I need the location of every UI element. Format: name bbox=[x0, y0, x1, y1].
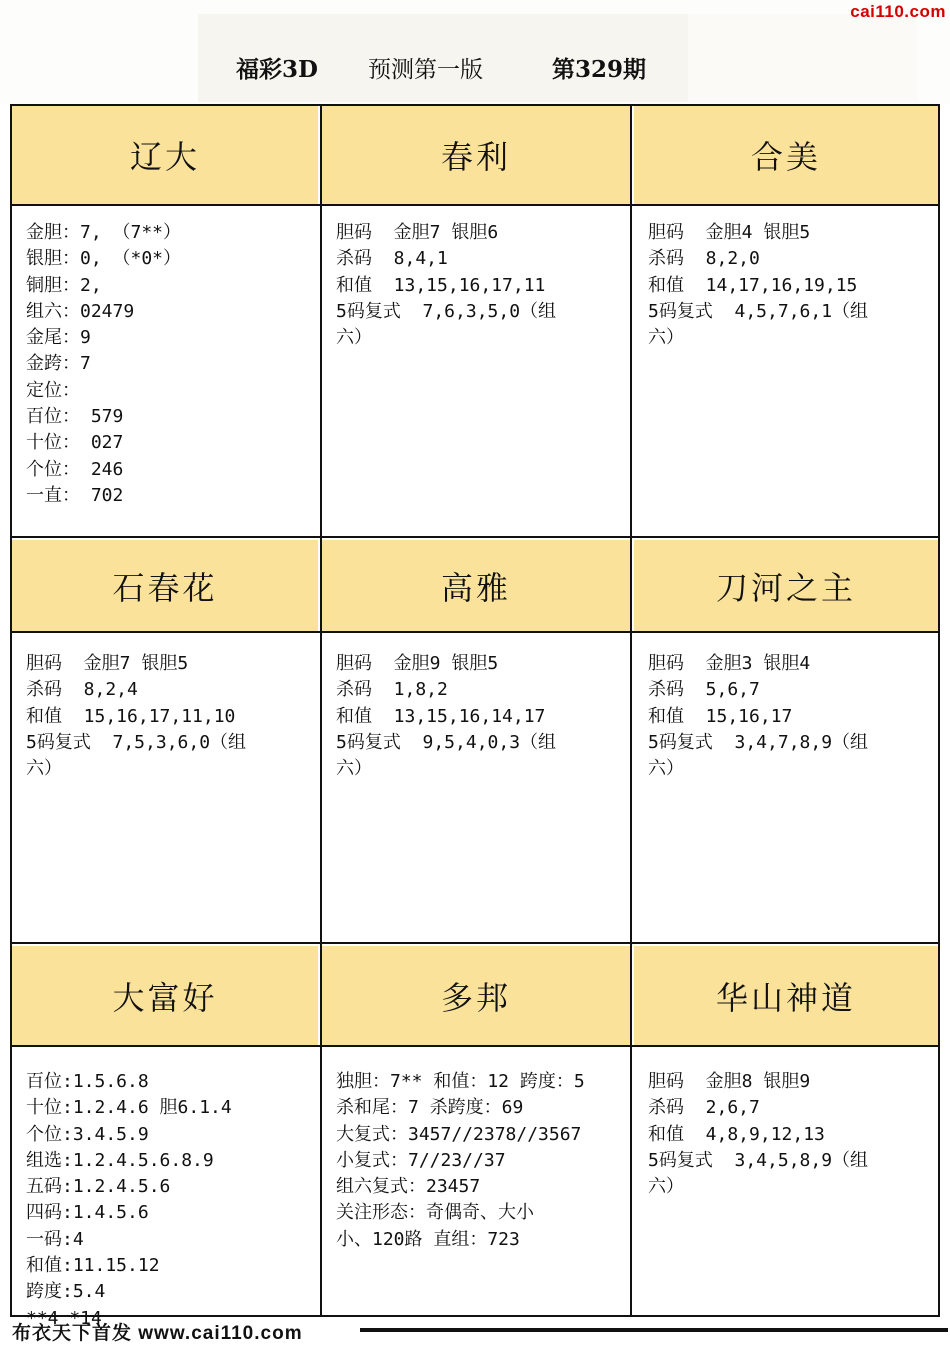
prediction-line: 小、120路 直组：723 bbox=[336, 1228, 520, 1250]
prediction-text bbox=[26, 651, 314, 782]
prediction-line: 胆码 金胆7 银胆5 bbox=[26, 653, 189, 674]
prediction-text bbox=[336, 220, 626, 351]
prediction-line: 和值 14,17,16,19,15 bbox=[648, 274, 858, 296]
prediction-line: 一码:4 bbox=[26, 1228, 84, 1250]
prediction-text bbox=[648, 651, 934, 782]
prediction-line: 六） bbox=[336, 327, 372, 349]
expert-name: 华山神道 bbox=[634, 946, 938, 1045]
prediction-line: 杀和尾：7 杀跨度：69 bbox=[336, 1097, 524, 1119]
prediction-line: 小复式：7//23//37 bbox=[336, 1149, 506, 1171]
prediction-line: 胆码 金胆9 银胆5 bbox=[336, 653, 499, 674]
site-watermark: cai110.com bbox=[850, 2, 946, 21]
header-divider bbox=[10, 1045, 940, 1047]
prediction-line: 5码复式 9,5,4,0,3（组 bbox=[336, 731, 557, 753]
prediction-text bbox=[336, 651, 626, 782]
prediction-text bbox=[648, 220, 934, 351]
prediction-line: 跨度:5.4 bbox=[26, 1281, 106, 1303]
prediction-line: 六） bbox=[648, 327, 684, 349]
prediction-line: 六） bbox=[648, 758, 684, 780]
expert-name: 辽大 bbox=[12, 106, 318, 204]
prediction-line: 金跨：7 bbox=[26, 353, 91, 375]
prediction-line: 大复式：3457//2378//3567 bbox=[336, 1123, 582, 1145]
column-divider bbox=[630, 104, 632, 1317]
prediction-line: 胆码 金胆3 银胆4 bbox=[648, 653, 811, 674]
prediction-line: 和值 15,16,17,11,10 bbox=[26, 705, 236, 727]
prediction-line: 十位:1.2.4.6 胆6.1.4 bbox=[26, 1097, 232, 1119]
prediction-line: 六） bbox=[26, 758, 62, 780]
prediction-line: 和值:11.15.12 bbox=[26, 1255, 160, 1277]
expert-name: 多邦 bbox=[322, 946, 630, 1045]
prediction-line: 5码复式 7,5,3,6,0（组 bbox=[26, 731, 247, 753]
prediction-line: 十位： 027 bbox=[26, 432, 124, 454]
prediction-line: 独胆：7** 和值：12 跨度：5 bbox=[336, 1071, 585, 1092]
header-shade-right bbox=[688, 14, 918, 102]
prediction-line: 定位： bbox=[26, 379, 80, 401]
prediction-text bbox=[26, 220, 314, 509]
prediction-line: 杀码 5,6,7 bbox=[648, 679, 760, 701]
row-divider bbox=[10, 942, 940, 944]
prediction-line: 四码:1.4.5.6 bbox=[26, 1202, 149, 1224]
prediction-line: 胆码 金胆8 银胆9 bbox=[648, 1071, 811, 1092]
prediction-line: 和值 13,15,16,17,11 bbox=[336, 274, 546, 296]
prediction-line: 5码复式 7,6,3,5,0（组 bbox=[336, 300, 557, 322]
prediction-line: **4 *14 bbox=[26, 1307, 102, 1329]
prediction-line: 和值 15,16,17 bbox=[648, 705, 793, 727]
lottery-name: 福彩3D bbox=[236, 56, 318, 83]
header-divider bbox=[10, 631, 940, 633]
prediction-line: 5码复式 4,5,7,6,1（组 bbox=[648, 300, 869, 322]
expert-name: 大富好 bbox=[12, 946, 318, 1045]
prediction-line: 关注形态：奇偶奇、大小 bbox=[336, 1202, 534, 1224]
prediction-line: 个位:3.4.5.9 bbox=[26, 1123, 149, 1145]
prediction-line: 个位： 246 bbox=[26, 458, 124, 480]
prediction-line: 五码:1.2.4.5.6 bbox=[26, 1176, 171, 1198]
prediction-line: 杀码 8,2,4 bbox=[26, 679, 138, 701]
expert-name: 春利 bbox=[322, 106, 630, 204]
prediction-line: 杀码 2,6,7 bbox=[648, 1097, 760, 1119]
footer-rule bbox=[360, 1328, 948, 1332]
expert-name: 刀河之主 bbox=[634, 540, 938, 631]
expert-name: 合美 bbox=[634, 106, 938, 204]
issue-number: 第329期 bbox=[552, 56, 647, 83]
prediction-line: 杀码 1,8,2 bbox=[336, 679, 448, 701]
prediction-line: 六） bbox=[648, 1176, 684, 1198]
prediction-line: 和值 4,8,9,12,13 bbox=[648, 1123, 825, 1145]
row-divider bbox=[10, 536, 940, 538]
prediction-text bbox=[26, 1069, 314, 1332]
header-divider bbox=[10, 204, 940, 206]
prediction-text bbox=[648, 1069, 934, 1200]
prediction-line: 5码复式 3,4,7,8,9（组 bbox=[648, 731, 869, 753]
edition-label: 预测第一版 bbox=[368, 57, 483, 83]
prediction-line: 金尾：9 bbox=[26, 327, 91, 349]
prediction-line: 金胆：7, （7**） bbox=[26, 222, 182, 243]
prediction-line: 百位:1.5.6.8 bbox=[26, 1071, 149, 1092]
expert-name: 石春花 bbox=[12, 540, 318, 631]
prediction-line: 5码复式 3,4,5,8,9（组 bbox=[648, 1149, 869, 1171]
prediction-text bbox=[336, 1069, 626, 1253]
prediction-line: 组六：02479 bbox=[26, 300, 135, 322]
prediction-line: 组六复式：23457 bbox=[336, 1176, 481, 1198]
prediction-line: 和值 13,15,16,14,17 bbox=[336, 705, 546, 727]
prediction-line: 杀码 8,4,1 bbox=[336, 248, 448, 270]
prediction-line: 银胆：0, （*0*） bbox=[26, 248, 182, 270]
column-divider bbox=[320, 104, 322, 1317]
prediction-line: 杀码 8,2,0 bbox=[648, 248, 760, 270]
footer-watermark: 布衣天下首发 www.cai110.com bbox=[12, 1323, 303, 1344]
prediction-line: 铜胆：2, bbox=[26, 274, 102, 296]
prediction-line: 六） bbox=[336, 758, 372, 780]
prediction-line: 一直： 702 bbox=[26, 484, 124, 506]
prediction-line: 胆码 金胆4 银胆5 bbox=[648, 222, 811, 243]
prediction-line: 组选:1.2.4.5.6.8.9 bbox=[26, 1149, 214, 1171]
prediction-line: 百位： 579 bbox=[26, 406, 124, 428]
expert-name: 高雅 bbox=[322, 540, 630, 631]
prediction-line: 胆码 金胆7 银胆6 bbox=[336, 222, 499, 243]
